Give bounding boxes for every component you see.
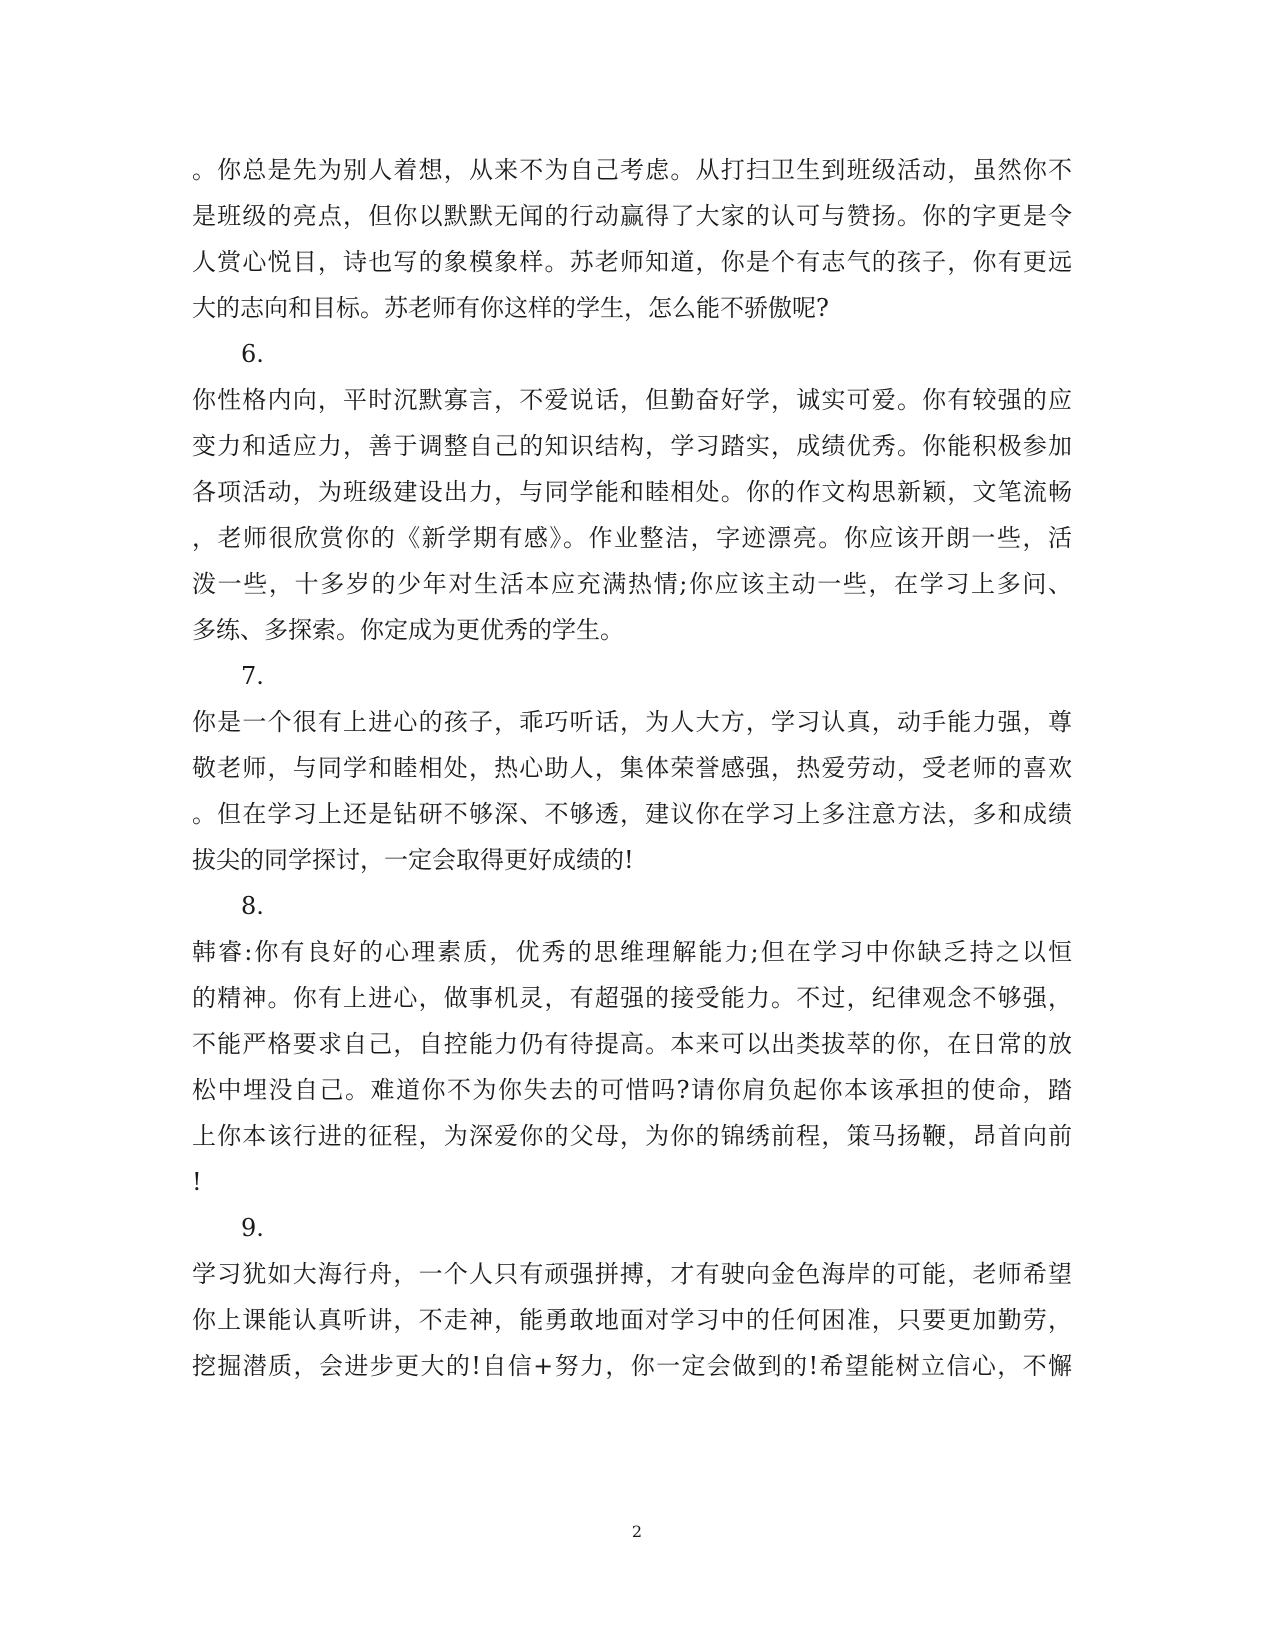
- paragraph-line: 松中埋没自己。难道你不为你失去的可惜吗?请你肩负起你本该承担的使命，踏: [192, 1076, 1072, 1104]
- paragraph-line: 你是一个很有上进心的孩子，乖巧听话，为人大方，学习认真，动手能力强，尊: [192, 708, 1072, 736]
- paragraph-line: 学习犹如大海行舟，一个人只有顽强拼搏，才有驶向金色海岸的可能，老师希望: [192, 1260, 1072, 1288]
- paragraph-line: ，老师很欣赏你的《新学期有感》。作业整洁，字迹漂亮。你应该开朗一些，活: [192, 524, 1072, 552]
- item-number: 6.: [241, 340, 264, 368]
- paragraph-line: 韩睿:你有良好的心理素质，优秀的思维理解能力;但在学习中你缺乏持之以恒: [192, 938, 1072, 966]
- paragraph-line: 人赏心悦目，诗也写的象模象样。苏老师知道，你是个有志气的孩子，你有更远: [192, 248, 1072, 276]
- paragraph-line: 挖掘潜质，会进步更大的!自信+努力，你一定会做到的!希望能树立信心，不懈: [192, 1352, 1072, 1380]
- page-number: 2: [631, 1522, 643, 1541]
- paragraph-line: 泼一些，十多岁的少年对生活本应充满热情;你应该主动一些，在学习上多问、: [192, 570, 1072, 598]
- paragraph-line: 上你本该行进的征程，为深爱你的父母，为你的锦绣前程，策马扬鞭，昂首向前: [192, 1122, 1072, 1150]
- paragraph-line: 。你总是先为别人着想，从来不为自己考虑。从打扫卫生到班级活动，虽然你不: [192, 156, 1072, 184]
- paragraph-line: 你性格内向，平时沉默寡言，不爱说话，但勤奋好学，诚实可爱。你有较强的应: [192, 386, 1072, 414]
- paragraph-line: 拔尖的同学探讨，一定会取得更好成绩的!: [192, 846, 634, 874]
- paragraph-line: 不能严格要求自己，自控能力仍有待提高。本来可以出类拔萃的你，在日常的放: [192, 1030, 1072, 1058]
- paragraph-line: 大的志向和目标。苏老师有你这样的学生，怎么能不骄傲呢?: [192, 294, 829, 322]
- paragraph-line: 敬老师，与同学和睦相处，热心助人，集体荣誉感强，热爱劳动，受老师的喜欢: [192, 754, 1072, 782]
- paragraph-line: 多练、多探索。你定成为更优秀的学生。: [192, 616, 624, 644]
- paragraph-line: 变力和适应力，善于调整自己的知识结构，学习踏实，成绩优秀。你能积极参加: [192, 432, 1072, 460]
- paragraph-line: 各项活动，为班级建设出力，与同学能和睦相处。你的作文构思新颖，文笔流畅: [192, 478, 1072, 506]
- item-number: 7.: [241, 662, 264, 690]
- paragraph-line: 是班级的亮点，但你以默默无闻的行动赢得了大家的认可与赞扬。你的字更是令: [192, 202, 1072, 230]
- paragraph-line: 你上课能认真听讲，不走神，能勇敢地面对学习中的任何困准，只要更加勤劳，: [192, 1306, 1072, 1334]
- item-number: 9.: [241, 1214, 264, 1242]
- paragraph-line: 。但在学习上还是钻研不够深、不够透，建议你在学习上多注意方法，多和成绩: [192, 800, 1072, 828]
- paragraph-line: 的精神。你有上进心，做事机灵，有超强的接受能力。不过，纪律观念不够强，: [192, 984, 1072, 1012]
- paragraph-line: !: [192, 1168, 202, 1196]
- item-number: 8.: [241, 892, 264, 920]
